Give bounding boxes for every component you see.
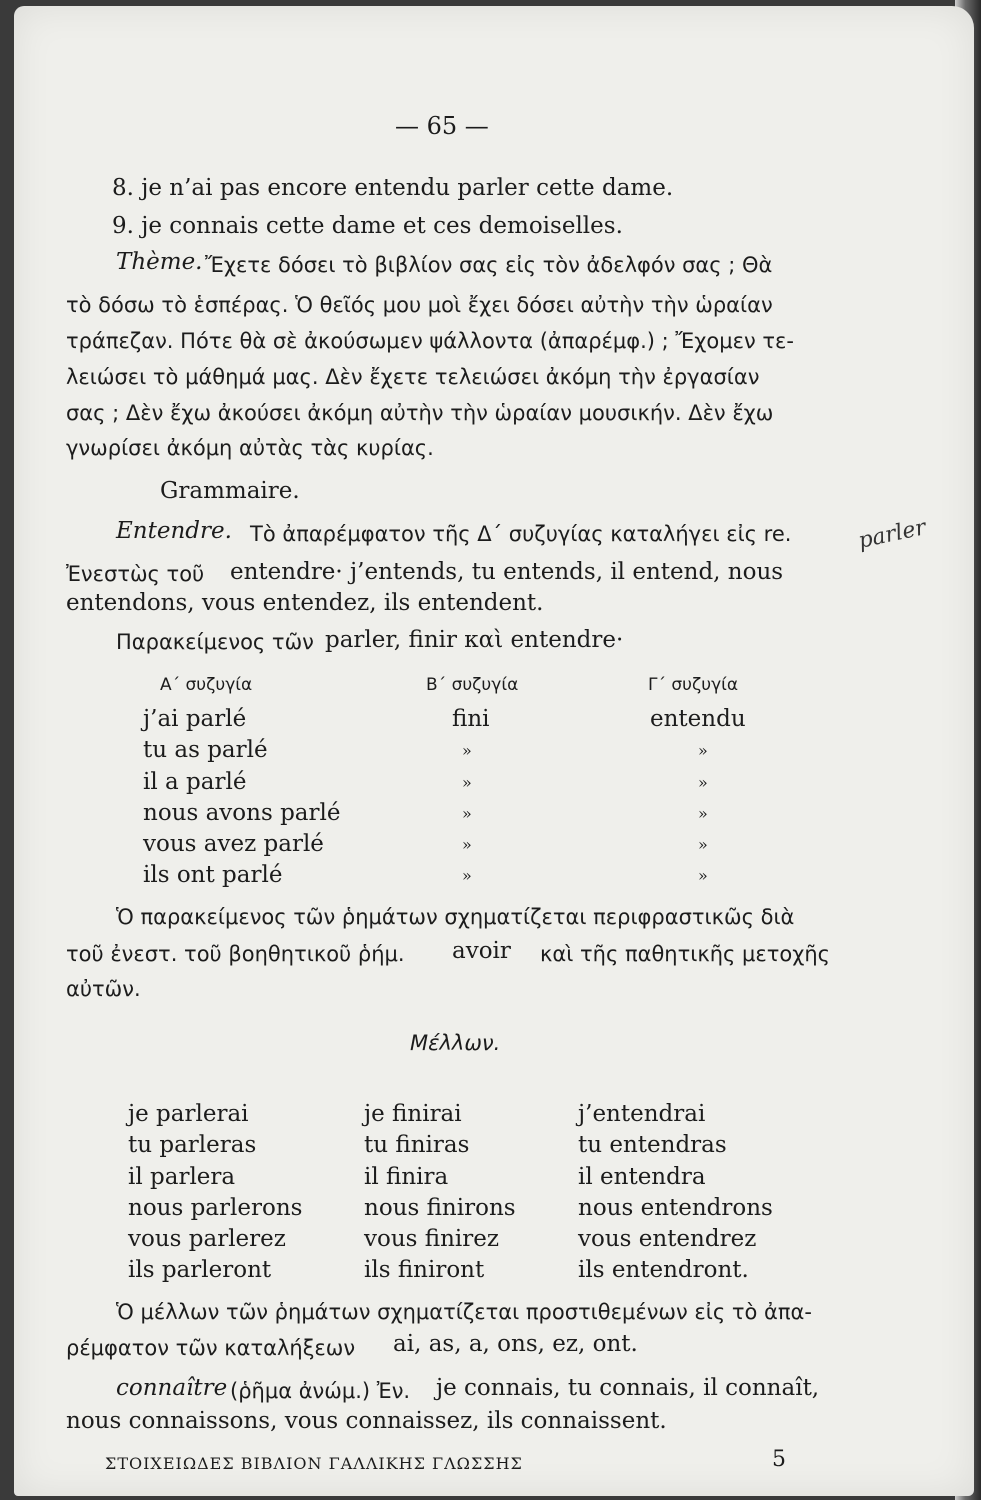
future-column-1 <box>128 1099 302 1287</box>
perfect-form: entendu <box>650 706 746 732</box>
present-label: Ἐνεστὼς τοῦ <box>66 562 205 586</box>
future-form: ils entendront. <box>578 1257 749 1284</box>
ditto-mark: » <box>698 772 708 792</box>
perfect-rule: καὶ τῆς παθητικῆς μετοχῆς <box>540 942 831 966</box>
ditto-mark: » <box>462 772 472 792</box>
future-form: ils parleront <box>128 1257 272 1284</box>
page-number: — 65 — <box>395 112 489 140</box>
perfect-form: tu as parlé <box>143 737 268 764</box>
future-form: nous entendrons <box>578 1194 773 1221</box>
perfect-header: Α΄ συζυγία <box>160 675 253 695</box>
theme-label: Thème. <box>116 249 203 275</box>
ditto-mark: » <box>462 835 472 855</box>
entendre-rule: Τὸ ἀπαρέμφατον τῆς Δ΄ συζυγίας καταλήγει εἰς re. <box>250 522 792 546</box>
future-form: nous parlerons <box>128 1194 303 1221</box>
future-form: tu finiras <box>364 1132 470 1159</box>
perfect-rule: Ὁ παρακείμενος τῶν ῥημάτων σχηματίζεται περιφραστικῶς διὰ <box>116 905 795 929</box>
future-form: je parlerai <box>128 1101 249 1127</box>
perfect-form: ils ont parlé <box>143 862 283 889</box>
footer-signature-number: 5 <box>772 1447 786 1472</box>
future-form: je finirai <box>364 1101 462 1127</box>
perfect-form: fini <box>452 706 490 732</box>
ditto-mark: » <box>698 741 708 761</box>
perfect-form: il a parlé <box>143 768 247 795</box>
perfect-form: j’ai parlé <box>143 706 247 732</box>
ditto-mark: » <box>698 835 708 855</box>
future-column-2 <box>364 1099 516 1287</box>
theme-line: τὸ δόσω τὸ ἑσπέρας. Ὁ θεῖός μου μοὶ ἔχει δόσει αὐτὴν τὴν ὡραίαν <box>66 293 773 317</box>
theme-line: γνωρίσει ἀκόμη αὐτὰς τὰς κυρίας. <box>66 436 434 460</box>
connaitre-forms: nous connaissons, vous connaissez, ils connaissent. <box>66 1408 667 1434</box>
future-endings: ai, as, a, ons, ez, ont. <box>393 1331 638 1357</box>
future-heading: Μέλλων. <box>410 1031 501 1055</box>
future-form: il parlera <box>128 1163 236 1190</box>
handwritten-margin-note: parler <box>856 515 929 554</box>
ditto-mark: » <box>462 803 472 823</box>
future-rule: Ὁ μέλλων τῶν ῥημάτων σχηματίζεται προστιθεμένων εἰς τὸ ἀπα- <box>116 1300 812 1324</box>
perfect-header: Β΄ συζυγία <box>426 675 519 695</box>
exercise-line-9: 9. je connais cette dame et ces demoiselles. <box>112 213 623 239</box>
ditto-mark: » <box>698 803 708 823</box>
footer-book-title: ΣΤΟΙΧΕΙΩΔΕΣ ΒΙΒΛΙΟΝ ΓΑΛΛΙΚΗΣ ΓΛΩΣΣΗΣ <box>105 1454 523 1473</box>
ditto-mark: » <box>698 866 708 886</box>
perfect-column-2 <box>452 704 490 892</box>
theme-line: Ἔχετε δόσει τὸ βιβλίον σας εἰς τὸν ἀδελφόν σας ; Θὰ <box>205 253 773 277</box>
future-form: j’entendrai <box>578 1101 706 1127</box>
future-form: il finira <box>364 1163 449 1190</box>
entendre-label: Entendre. <box>116 518 232 544</box>
future-form: ils finiront <box>364 1257 485 1284</box>
present-forms: entendons, vous entendez, ils entendent. <box>66 590 544 616</box>
future-column-3 <box>578 1099 773 1287</box>
ditto-mark: » <box>462 866 472 886</box>
ditto-mark: » <box>462 741 472 761</box>
theme-line: σας ; Δὲν ἔχω ἀκούσει ἀκόμη αὐτὴν τὴν ὡραίαν μουσικήν. Δὲν ἔχω <box>66 401 774 425</box>
present-forms: entendre· j’entends, tu entends, il entend, nous <box>230 559 784 585</box>
future-form: tu parleras <box>128 1132 257 1159</box>
future-form: nous finirons <box>364 1194 516 1221</box>
perfect-form: vous avez parlé <box>143 831 324 858</box>
exercise-line-8: 8. je n’ai pas encore entendu parler cette dame. <box>112 175 674 201</box>
connaitre-label: connaître <box>116 1375 228 1401</box>
perfect-header: Γ΄ συζυγία <box>648 675 739 695</box>
future-form: vous finirez <box>364 1226 500 1253</box>
future-rule: ρέμφατον τῶν καταλήξεων <box>66 1336 356 1360</box>
future-form: tu entendras <box>578 1132 727 1159</box>
perfect-label: Παρακείμενος τῶν <box>116 630 314 654</box>
perfect-verbs: parler, finir καὶ entendre· <box>325 627 624 653</box>
perfect-rule: τοῦ ἐνεστ. τοῦ βοηθητικοῦ ῥήμ. <box>66 942 405 966</box>
perfect-form: nous avons parlé <box>143 799 341 826</box>
perfect-column-3 <box>650 704 746 892</box>
theme-line: λειώσει τὸ μάθημά μας. Δὲν ἔχετε τελειώσει ἀκόμη τὴν ἐργασίαν <box>66 365 760 389</box>
future-form: il entendra <box>578 1163 706 1190</box>
future-form: vous parlerez <box>128 1226 286 1253</box>
perfect-rule: αὐτῶν. <box>66 977 141 1001</box>
connaitre-note: (ῥῆμα ἀνώμ.) Ἐν. <box>230 1379 411 1403</box>
theme-line: τράπεζαν. Πότε θὰ σὲ ἀκούσωμεν ψάλλοντα (ἀπαρέμφ.) ; Ἔχομεν τε- <box>66 329 794 353</box>
perfect-rule: avoir <box>452 938 511 964</box>
perfect-column-1 <box>143 704 340 892</box>
connaitre-forms: je connais, tu connais, il connaît, <box>436 1375 820 1401</box>
future-form: vous entendrez <box>578 1226 757 1253</box>
grammaire-heading: Grammaire. <box>160 478 300 504</box>
